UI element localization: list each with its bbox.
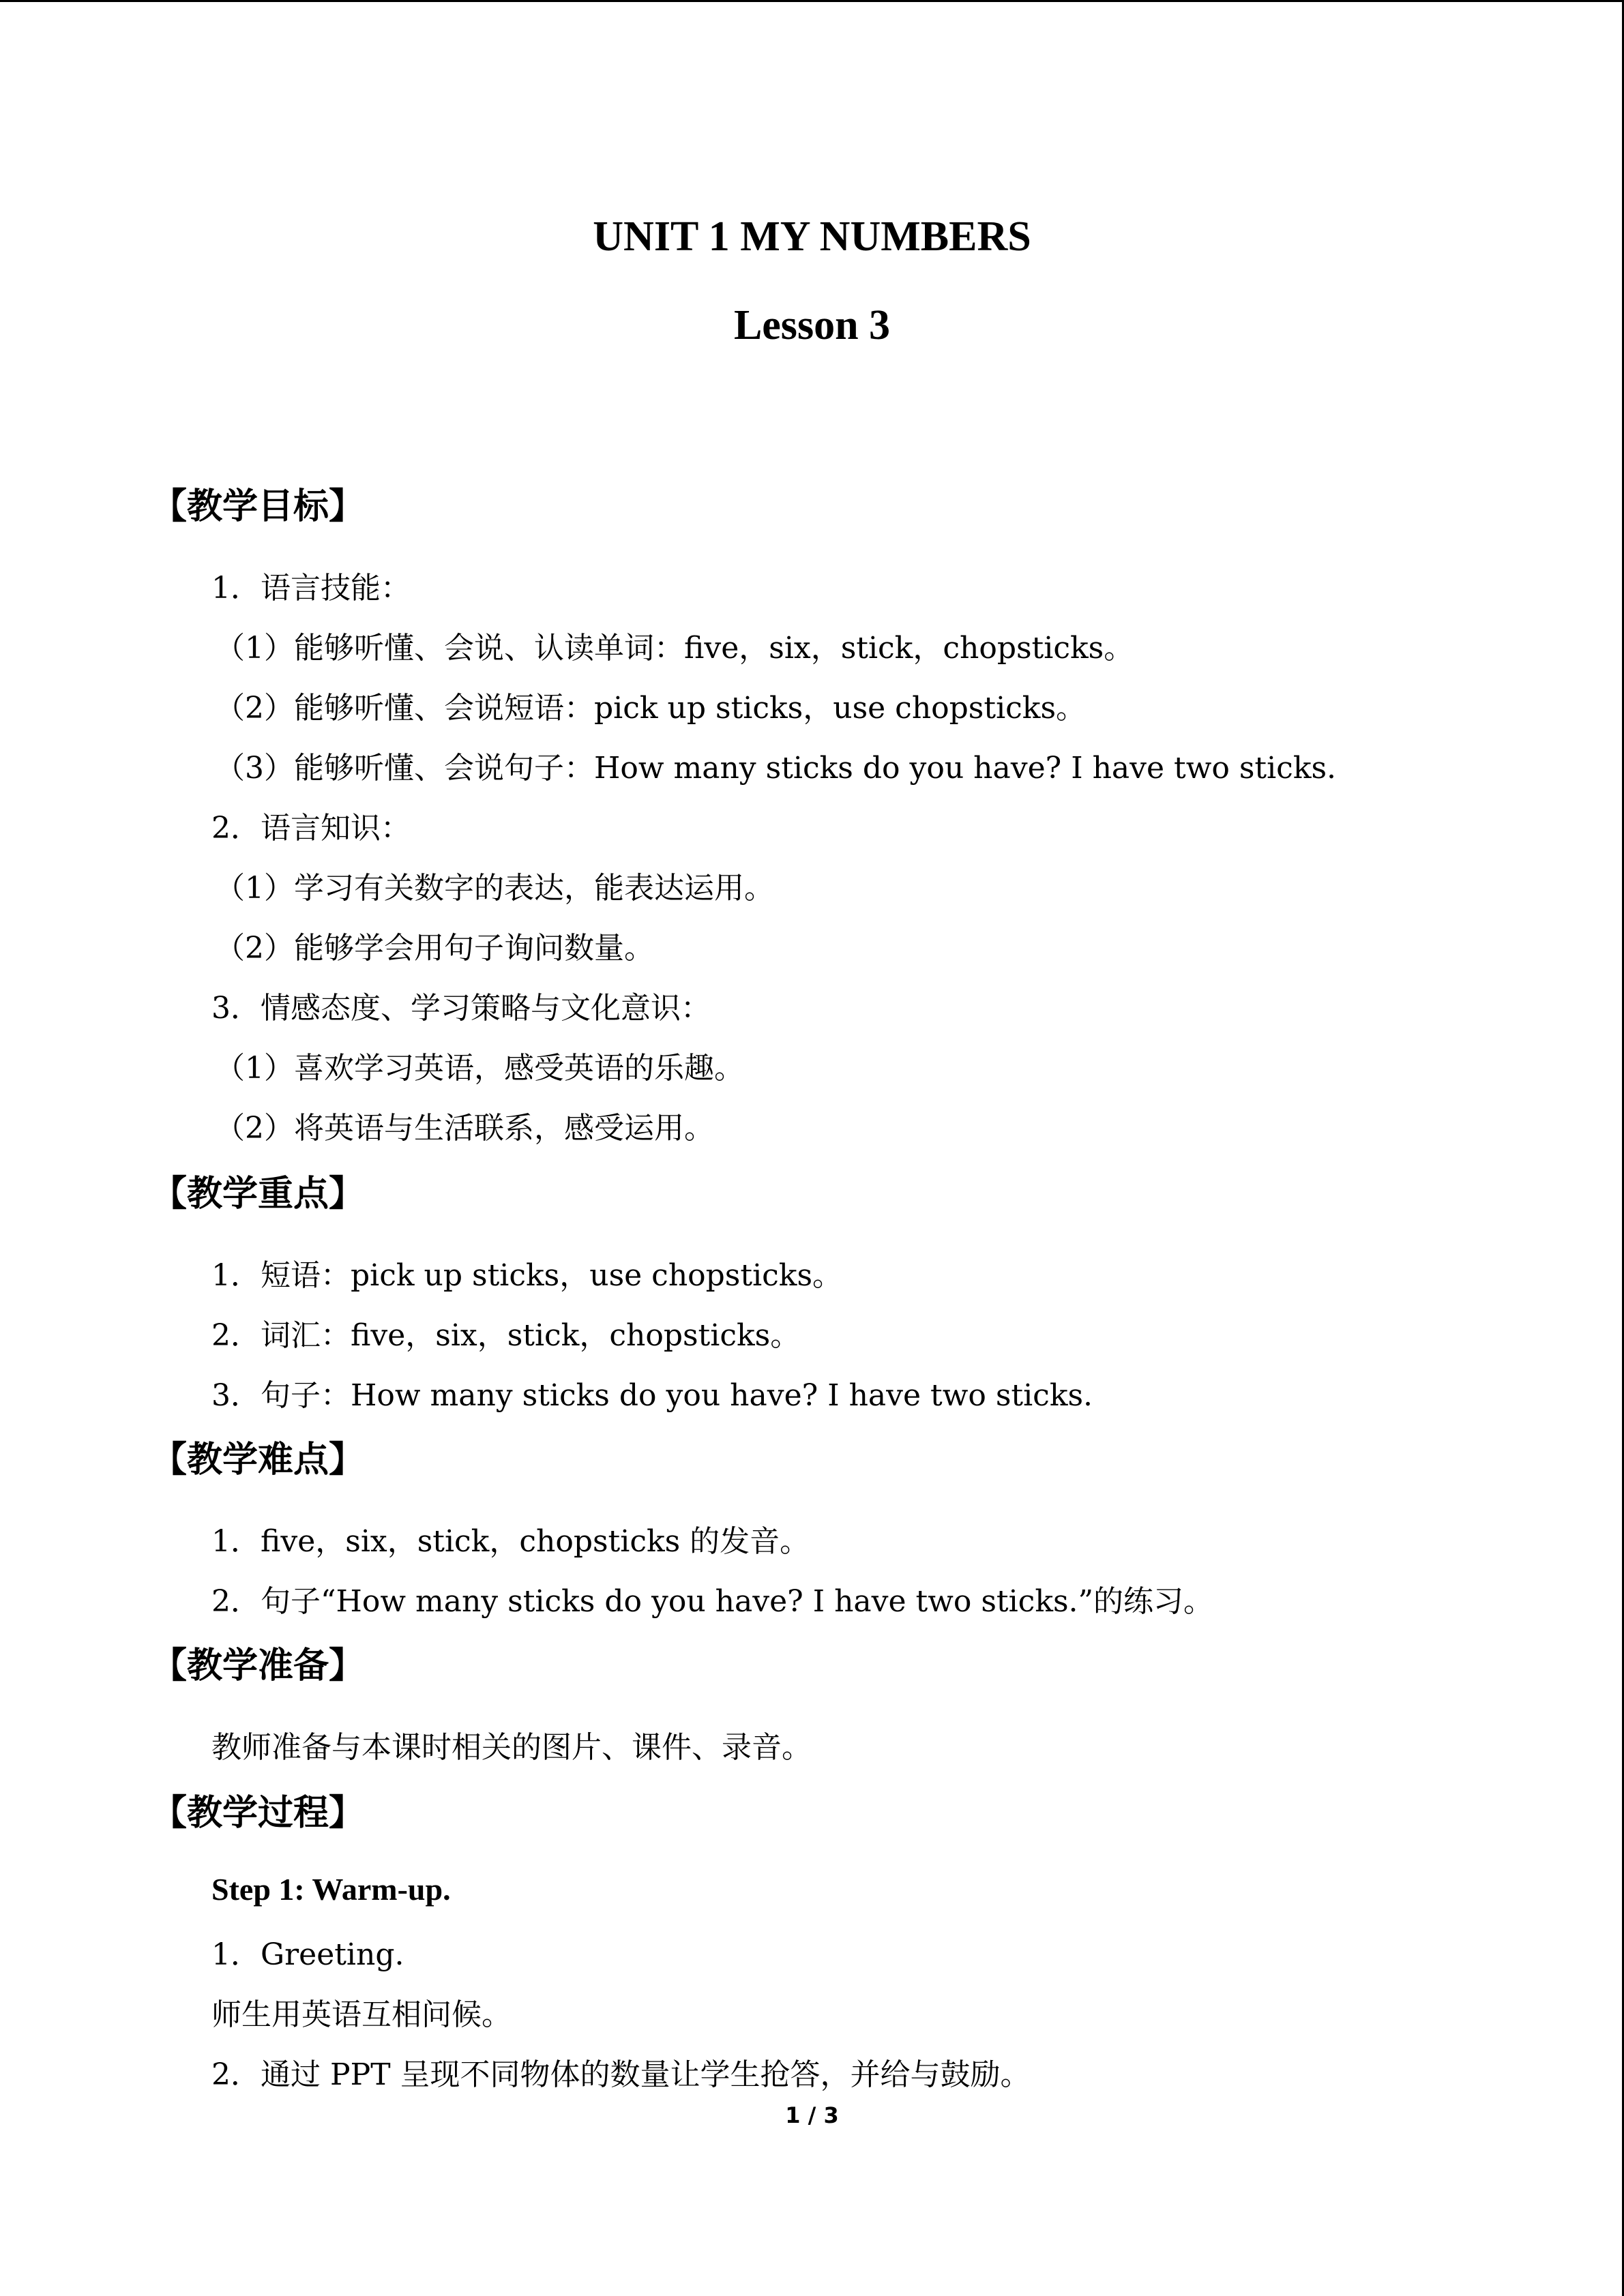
objective-line: （1）学习有关数字的表达，能表达运用。	[215, 871, 774, 906]
objective-line: （2）能够听懂、会说短语：pick up sticks，use chopsticks。	[215, 691, 1087, 726]
key-point-line: 2．词汇：five，six，stick，chopsticks。	[211, 1318, 801, 1353]
objective-line: （1）能够听懂、会说、认读单词：five，six，stick，chopsticks。	[215, 631, 1134, 666]
heading-preparation: 【教学准备】	[151, 1645, 365, 1686]
page-border-top	[0, 0, 1624, 2]
heading-process: 【教学过程】	[151, 1793, 365, 1834]
key-point-line: 3．句子：How many sticks do you have? I have two sticks.	[211, 1378, 1093, 1413]
heading-key-points: 【教学重点】	[151, 1174, 365, 1214]
process-line: 1．Greeting.	[211, 1937, 404, 1972]
difficulty-line: 2．句子“How many sticks do you have? I have two sticks.”的练习。	[211, 1584, 1214, 1619]
page-number: 1 / 3	[785, 2102, 839, 2128]
document-subtitle: Lesson 3	[733, 302, 891, 348]
objective-line: （2）能够学会用句子询问数量。	[215, 931, 654, 966]
objective-line: 1．语言技能：	[211, 571, 411, 606]
objective-line: （3）能够听懂、会说句子：How many sticks do you have? I have two sticks.	[215, 751, 1337, 786]
objective-line: 3．情感态度、学习策略与文化意识：	[211, 991, 711, 1026]
objective-line: 2．语言知识：	[211, 811, 411, 846]
document-title: UNIT 1 MY NUMBERS	[593, 213, 1031, 260]
key-point-line: 1．短语：pick up sticks，use chopsticks。	[211, 1258, 843, 1293]
process-line: 2．通过 PPT 呈现不同物体的数量让学生抢答，并给与鼓励。	[211, 2057, 1031, 2092]
heading-objectives: 【教学目标】	[151, 486, 365, 527]
objective-line: （2）将英语与生活联系，感受运用。	[215, 1111, 714, 1146]
preparation-line: 教师准备与本课时相关的图片、课件、录音。	[211, 1730, 812, 1765]
process-line: 师生用英语互相问候。	[211, 1997, 512, 2032]
difficulty-line: 1．five，six，stick，chopsticks 的发音。	[211, 1524, 810, 1559]
heading-difficulties: 【教学难点】	[151, 1440, 365, 1480]
step-1-title: Step 1: Warm-up.	[211, 1872, 451, 1907]
objective-line: （1）喜欢学习英语，感受英语的乐趣。	[215, 1051, 744, 1086]
